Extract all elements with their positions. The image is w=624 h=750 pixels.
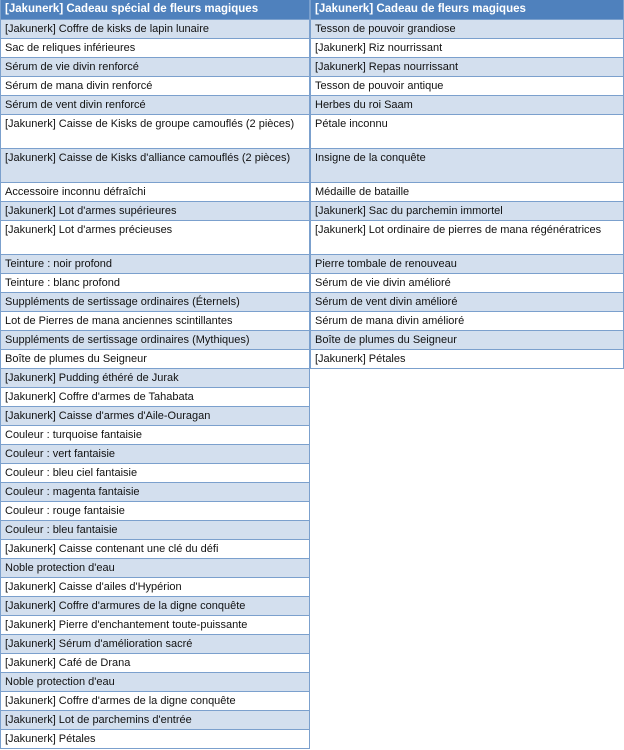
table-row: [Jakunerk] Pétales: [1, 730, 309, 749]
table-row: Couleur : bleu fantaisie: [1, 521, 309, 540]
table-row: [Jakunerk] Caisse de Kisks de groupe camouflés (2 pièces): [1, 115, 309, 149]
table-row: [Jakunerk] Sérum d'amélioration sacré: [1, 635, 309, 654]
table-row: Couleur : turquoise fantaisie: [1, 426, 309, 445]
table-row: Noble protection d'eau: [1, 559, 309, 578]
table-row: [Jakunerk] Caisse d'armes d'Aile-Ouragan: [1, 407, 309, 426]
table-row: [Jakunerk] Riz nourrissant: [311, 39, 623, 58]
special-gift-header: [Jakunerk] Cadeau spécial de fleurs magiques: [1, 0, 309, 20]
table-row: Boîte de plumes du Seigneur: [311, 331, 623, 350]
table-row: Couleur : vert fantaisie: [1, 445, 309, 464]
table-row: [Jakunerk] Caisse de Kisks d'alliance camouflés (2 pièces): [1, 149, 309, 183]
table-row: [Jakunerk] Café de Drana: [1, 654, 309, 673]
table-row: [Jakunerk] Pierre d'enchantement toute-puissante: [1, 616, 309, 635]
table-row: [Jakunerk] Caisse contenant une clé du défi: [1, 540, 309, 559]
table-row: Boîte de plumes du Seigneur: [1, 350, 309, 369]
table-row: Lot de Pierres de mana anciennes scintillantes: [1, 312, 309, 331]
table-row: [Jakunerk] Coffre d'armes de Tahabata: [1, 388, 309, 407]
table-row: Pétale inconnu: [311, 115, 623, 149]
table-row: Médaille de bataille: [311, 183, 623, 202]
table-row: Herbes du roi Saam: [311, 96, 623, 115]
table-row: [Jakunerk] Coffre de kisks de lapin lunaire: [1, 20, 309, 39]
table-row: Pierre tombale de renouveau: [311, 255, 623, 274]
table-row: Sérum de vent divin amélioré: [311, 293, 623, 312]
table-row: [Jakunerk] Sac du parchemin immortel: [311, 202, 623, 221]
table-row: Tesson de pouvoir grandiose: [311, 20, 623, 39]
table-row: [Jakunerk] Coffre d'armes de la digne conquête: [1, 692, 309, 711]
table-row: [Jakunerk] Coffre d'armures de la digne conquête: [1, 597, 309, 616]
table-row: Sérum de mana divin amélioré: [311, 312, 623, 331]
table-row: Couleur : rouge fantaisie: [1, 502, 309, 521]
table-row: [Jakunerk] Lot d'armes précieuses: [1, 221, 309, 255]
table-row: [Jakunerk] Repas nourrissant: [311, 58, 623, 77]
table-row: Teinture : blanc profond: [1, 274, 309, 293]
table-row: Sérum de mana divin renforcé: [1, 77, 309, 96]
table-row: Suppléments de sertissage ordinaires (Éternels): [1, 293, 309, 312]
table-row: Sac de reliques inférieures: [1, 39, 309, 58]
table-row: [Jakunerk] Caisse d'ailes d'Hypérion: [1, 578, 309, 597]
gift-table: [310, 0, 624, 369]
table-row: Suppléments de sertissage ordinaires (Mythiques): [1, 331, 309, 350]
table-row: Couleur : bleu ciel fantaisie: [1, 464, 309, 483]
table-row: [Jakunerk] Lot ordinaire de pierres de mana régénératrices: [311, 221, 623, 255]
table-row: [Jakunerk] Lot d'armes supérieures: [1, 202, 309, 221]
table-row: Sérum de vie divin amélioré: [311, 274, 623, 293]
special-gift-table: [0, 0, 310, 749]
table-row: [Jakunerk] Lot de parchemins d'entrée: [1, 711, 309, 730]
table-row: Teinture : noir profond: [1, 255, 309, 274]
table-row: Accessoire inconnu défraîchi: [1, 183, 309, 202]
table-row: [Jakunerk] Pudding éthéré de Jurak: [1, 369, 309, 388]
table-row: Noble protection d'eau: [1, 673, 309, 692]
gift-header: [Jakunerk] Cadeau de fleurs magiques: [311, 0, 623, 20]
table-row: Sérum de vie divin renforcé: [1, 58, 309, 77]
table-row: Tesson de pouvoir antique: [311, 77, 623, 96]
table-row: Insigne de la conquête: [311, 149, 623, 183]
table-row: [Jakunerk] Pétales: [311, 350, 623, 369]
table-row: Sérum de vent divin renforcé: [1, 96, 309, 115]
table-row: Couleur : magenta fantaisie: [1, 483, 309, 502]
